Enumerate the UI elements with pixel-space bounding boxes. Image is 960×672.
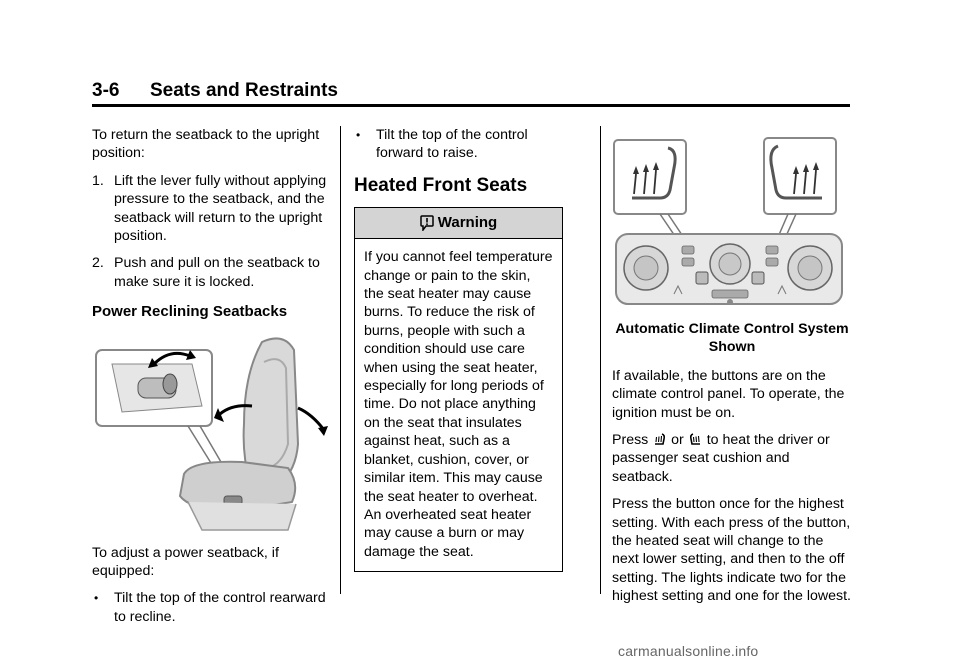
heated-seat-availability: If available, the buttons are on the climate control panel. To operate, the ignition must be on.: [612, 367, 845, 421]
list-item: • Tilt the top of the control rearward to recline.: [94, 590, 326, 625]
power-intro: To adjust a power seatback, if equipped:: [92, 544, 279, 580]
upright-steps: [92, 172, 332, 291]
column-right: [612, 126, 852, 615]
heated-seat-press-instruction: Press or to heat the driver or passenger seat cushion and seatback.: [612, 432, 830, 485]
page-header: [92, 80, 850, 106]
warning-icon: [420, 215, 434, 231]
driver-heated-seat-button: [696, 272, 708, 284]
header-rule: [92, 104, 850, 107]
column-divider: [340, 126, 341, 594]
list-item: • Tilt the top of the control forward to raise.: [356, 127, 528, 162]
figure-caption: Automatic Climate Control System Shown: [615, 321, 849, 356]
warning-header: [355, 208, 562, 239]
recline-switch: [163, 374, 177, 394]
column-middle: [354, 126, 564, 572]
warning-title: Warning: [437, 214, 498, 232]
section-title: Seats and Restraints: [150, 80, 338, 101]
bullet-icon: •: [94, 591, 99, 606]
page-number: 3-6: [92, 80, 120, 101]
warning-box: [354, 207, 563, 572]
passenger-heated-seat-button: [752, 272, 764, 284]
watermark: carmanualsonline.info: [618, 643, 759, 659]
column-left: [92, 126, 332, 635]
column-divider: [600, 126, 601, 594]
warning-body: If you cannot feel temperature change or pain to the skin, the seat heater may cause burns. To reduce the risk of burns, people with such a condition should use care when using the seat heater, especially for long periods of time. Do not place anything on the seat that insulates against heat, such as a blanket, cushion, cover, or similar item. This may cause the seat heater to overheat. An overheated seat heater may cause a burn or may damage the seat.: [364, 249, 553, 560]
heated-seat-settings: Press the button once for the highest setting. With each press of the button, the heated seat will change to the next lower setting, and then to the off setting. The lights indicate two for the highest setting and one for the lowest.: [612, 496, 851, 605]
power-seat-illustration: [92, 334, 332, 534]
climate-control-illustration: [612, 134, 852, 312]
list-item: 2. Push and pull on the seatback to make sure it is locked.: [92, 255, 320, 290]
power-reclining-heading: Power Reclining Seatbacks: [92, 303, 288, 321]
upright-intro: To return the seatback to the upright position:: [92, 127, 320, 162]
bullet-icon: •: [356, 128, 361, 142]
heated-seats-heading: Heated Front Seats: [354, 174, 528, 196]
driver-heated-seat-icon: [653, 433, 666, 447]
passenger-heated-seat-icon: [689, 433, 702, 447]
list-item: 1. Lift the lever fully without applying pressure to the seatback, and the seatback will return to the upright position.: [92, 172, 327, 245]
driver-seat-heater-inset: [614, 140, 686, 214]
recline-forward-arrow-icon: [298, 408, 324, 430]
